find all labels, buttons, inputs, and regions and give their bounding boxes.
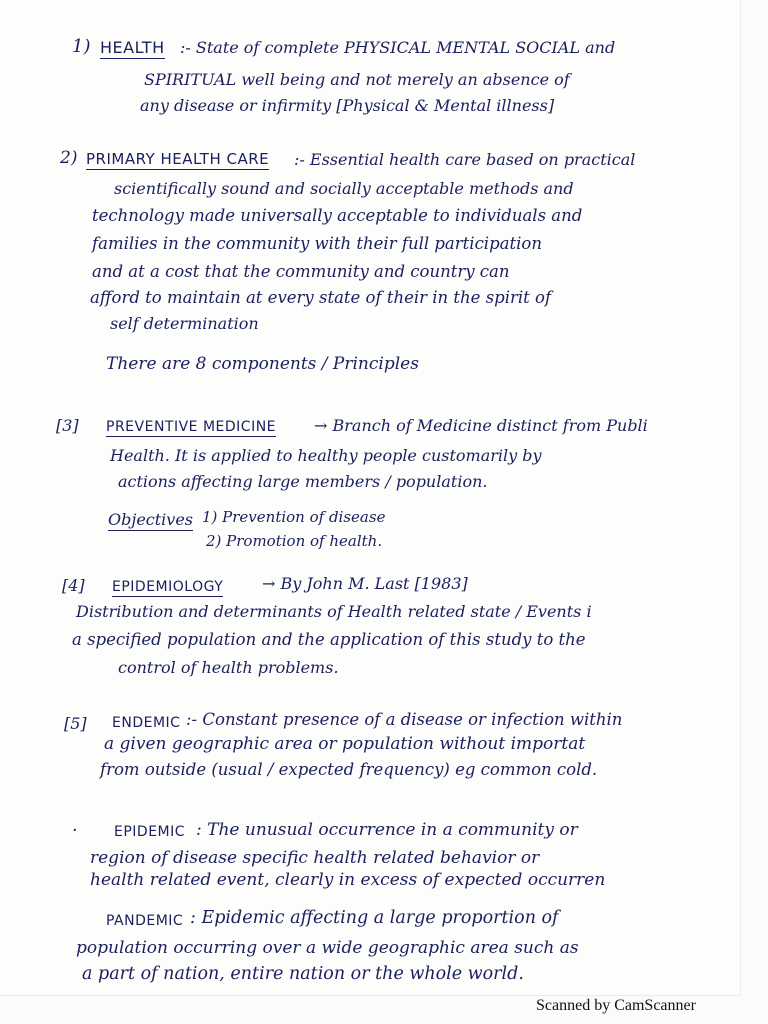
scanner-watermark: Scanned by CamScanner	[536, 997, 696, 1014]
note-line: families in the community with their full participation	[92, 234, 542, 253]
note-line: :- State of complete PHYSICAL MENTAL SOCIAL and	[180, 38, 616, 57]
note-line: technology made universally acceptable to individuals and	[92, 206, 583, 225]
term-heading: EPIDEMIC	[114, 824, 186, 840]
note-line: from outside (usual / expected frequency) eg common cold.	[100, 760, 598, 779]
section-number: [5]	[64, 714, 87, 733]
term-heading: PRIMARY HEALTH CARE	[86, 150, 270, 168]
note-line: → Branch of Medicine distinct from Publi	[314, 416, 648, 435]
note-line: a specified population and the application of this study to the	[72, 630, 586, 649]
note-line: self determination	[110, 314, 259, 333]
note-line: scientifically sound and socially acceptable methods and	[114, 179, 574, 198]
note-line: → By John M. Last [1983]	[262, 574, 468, 593]
section-number: [4]	[62, 576, 85, 595]
objectives-label: Objectives	[108, 510, 194, 529]
term-heading: EPIDEMIOLOGY	[112, 579, 224, 595]
note-line: a part of nation, entire nation or the whole world.	[82, 964, 524, 984]
note-line: :- Essential health care based on practical	[294, 150, 636, 169]
note-line: :- Constant presence of a disease or infection within	[186, 710, 623, 729]
bullet: ·	[72, 820, 78, 841]
section-number: 1)	[72, 36, 91, 57]
objective-item: 2) Promotion of health.	[206, 532, 383, 550]
note-line: Health. It is applied to healthy people customarily by	[110, 446, 542, 465]
term-heading: HEALTH	[100, 38, 165, 57]
objective-item: 1) Prevention of disease	[202, 508, 386, 526]
note-line: SPIRITUAL well being and not merely an absence of	[144, 70, 570, 89]
term-heading: ENDEMIC	[112, 715, 181, 731]
note-line: afford to maintain at every state of their in the spirit of	[90, 288, 552, 307]
note-line: actions affecting large members / population.	[118, 472, 488, 491]
note-line: Distribution and determinants of Health related state / Events i	[76, 602, 592, 621]
section-number: 2)	[60, 148, 78, 168]
note-line: : The unusual occurrence in a community or	[196, 820, 578, 840]
note-line: region of disease specific health related behavior or	[90, 848, 540, 868]
term-heading: PREVENTIVE MEDICINE	[106, 419, 277, 435]
section-number: [3]	[56, 416, 79, 435]
note-line: a given geographic area or population without importat	[104, 734, 586, 754]
components-note: There are 8 components / Principles	[106, 354, 419, 374]
term-heading: PANDEMIC	[106, 913, 184, 929]
note-line: and at a cost that the community and country can	[92, 262, 510, 281]
note-line: : Epidemic affecting a large proportion of	[190, 908, 559, 928]
note-line: any disease or infirmity [Physical & Mental illness]	[140, 96, 555, 115]
note-line: population occurring over a wide geographic area such as	[76, 938, 579, 958]
note-line: health related event, clearly in excess of expected occurren	[90, 870, 606, 890]
note-line: control of health problems.	[118, 658, 339, 677]
